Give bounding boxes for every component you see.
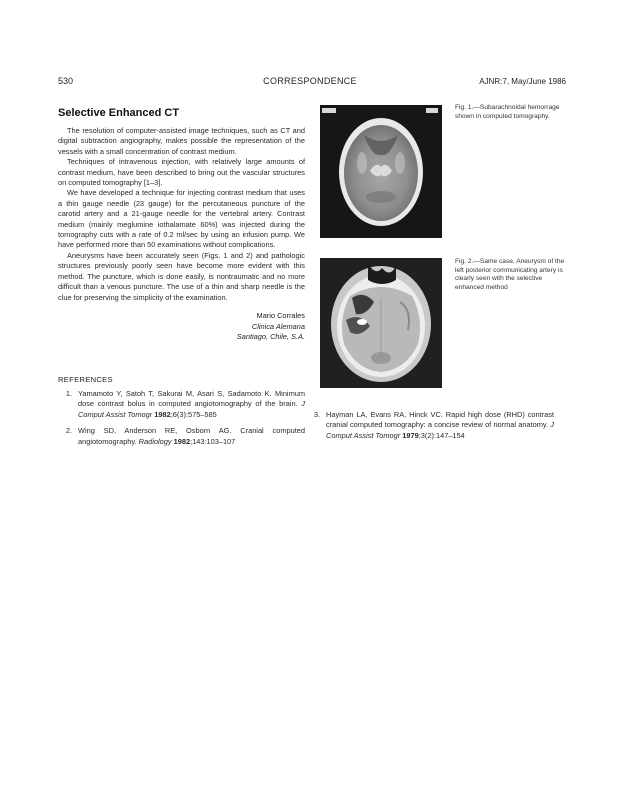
reference-journal: Radiology	[138, 436, 172, 446]
section-title: CORRESPONDENCE	[263, 76, 357, 86]
reference-number: 3.	[313, 410, 320, 419]
reference-year: 1979	[402, 430, 419, 440]
reference-number: 2.	[65, 426, 72, 436]
article-title: Selective Enhanced CT	[58, 107, 180, 119]
references-list-left	[58, 389, 305, 447]
paragraph: We have developed a technique for injecting contrast medium that uses a thin gauge needle (23 gauge) for the percutaneous puncture of the carotid artery and a 21-gauge needle for the vertebral artery. Contrast medium (mainly meglumine iothalamate 60%) was injected during the tomography cuts with a rate of 0.2 ml/sec by using an infusion pump. We have performed more than 50 examinations without complications.	[58, 188, 305, 250]
figure-2-caption: Fig. 2.—Same case. Aneurysm of the left posterior communicating artery is clearly seen with the selective enhanced method	[455, 258, 565, 291]
reference-journal: J Comput Assist Tomogr	[78, 399, 305, 419]
reference-authors: Yamamoto Y, Satoh T, Sakurai M, Asari S, Sadamoto K. Minimum dose contrast bolus in computed angiotomography of the brain.	[78, 389, 305, 409]
journal-citation: AJNR:7, May/June 1986	[479, 77, 566, 86]
reference-item	[58, 426, 305, 447]
reference-volume: ;6(3):575–585	[170, 409, 217, 419]
reference-year: 1982	[173, 436, 191, 446]
references-heading: REFERENCES	[58, 375, 113, 384]
author-institution: Clinica Alemana	[251, 321, 305, 331]
reference-volume: ;143:103–107	[190, 436, 236, 446]
reference-item	[306, 410, 554, 441]
ct-scan-icon	[320, 258, 442, 388]
ct-scan-icon	[320, 105, 442, 238]
paragraph: The resolution of computer-assisted image techniques, such as CT and digital subtraction angiography, makes possible the representation of the vessels with a small concentration of contrast medium.	[58, 126, 305, 156]
reference-year: 1982	[154, 409, 171, 419]
author-location: Santiago, Chile, S.A.	[236, 332, 305, 342]
references-list-right	[306, 410, 554, 441]
reference-authors: Hayman LA, Evans RA, Hinck VC. Rapid high dose (RHD) contrast cranial computed tomography: a concise review of normal anatomy.	[326, 410, 554, 430]
reference-number: 1.	[65, 389, 72, 398]
author-signature	[58, 311, 305, 343]
reference-item	[58, 389, 305, 420]
figure-1-ct-image	[320, 105, 442, 238]
reference-authors: Wing SD, Anderson RE, Osborn AG. Cranial computed angiotomography.	[78, 426, 305, 446]
paragraph: Aneurysms have been accurately seen (Figs. 1 and 2) and pathologic structures previously poorly seen have become more evident with this method. The puncture, which is done easily, is nontraumatic and no more difficult than a venous puncture. The use of a thin and sharp needle is the clue for preserving the simplicity of the examination.	[58, 250, 305, 302]
paragraph: Techniques of intravenous injection, with relatively large amounts of contrast medium, have been described to bring out the vascular structures on computed tomography [1–3].	[58, 157, 305, 188]
reference-journal: J Comput Assist Tomogr	[326, 420, 554, 440]
figure-2-ct-image	[320, 258, 442, 388]
page-number: 530	[58, 76, 74, 86]
reference-volume: ;3(2):147–154	[418, 430, 465, 440]
figure-1-caption: Fig. 1.—Subarachnoidal hemorrage shown in computed tomography.	[455, 104, 560, 120]
article-body	[58, 107, 305, 343]
author-name: Mario Corrales	[256, 310, 305, 320]
